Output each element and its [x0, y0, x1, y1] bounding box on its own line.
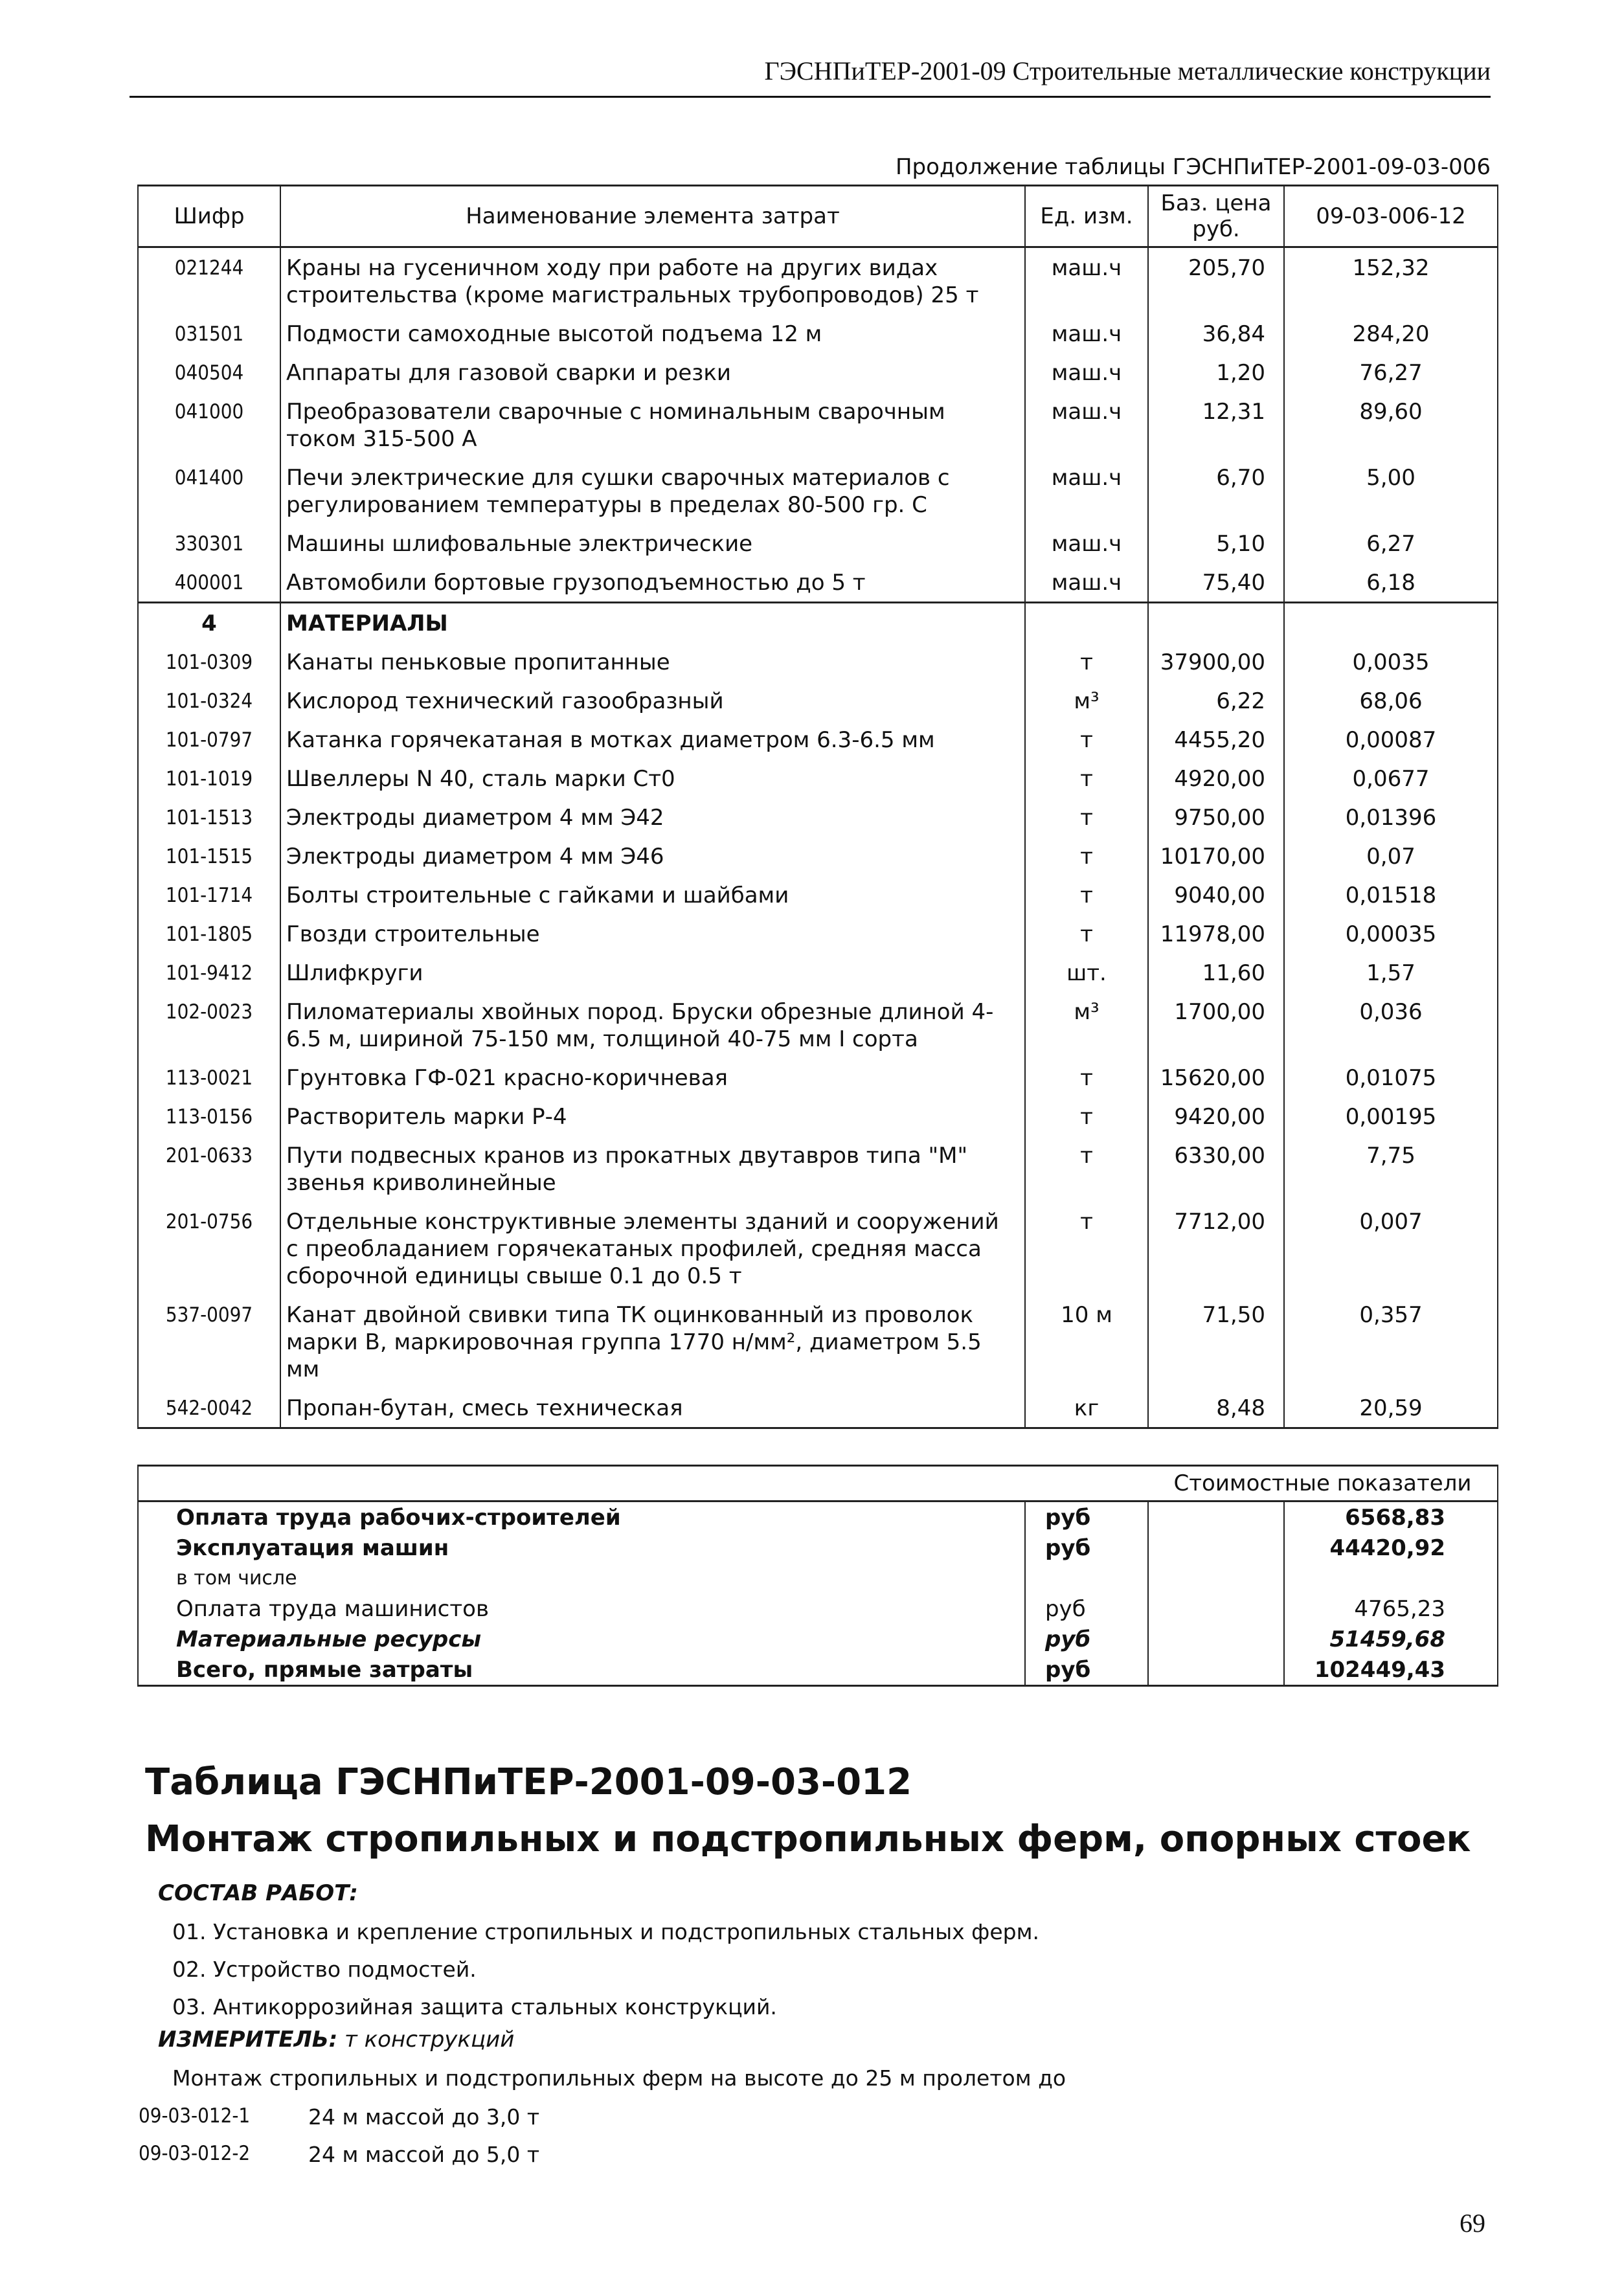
row-code: 201-0756 [138, 1202, 280, 1295]
row-price: 11978,00 [1148, 914, 1284, 953]
summary-label: Материальные ресурсы [138, 1624, 1025, 1654]
section-title: МАТЕРИАЛЫ [280, 603, 1025, 643]
row-norm: 5,00 [1284, 458, 1498, 524]
row-norm: 0,036 [1284, 992, 1498, 1058]
row-code: 113-0156 [138, 1097, 280, 1136]
work-item: 01. Установка и крепление стропильных и подстропильных стальных ферм. [172, 1919, 1040, 1944]
table-row [138, 992, 1498, 1058]
row-code: 040504 [138, 353, 280, 392]
row-norm: 0,07 [1284, 837, 1498, 875]
section-row [138, 603, 1498, 643]
row-code: 201-0633 [138, 1136, 280, 1202]
row-norm: 1,57 [1284, 953, 1498, 992]
row-name: Отдельные конструктивные элементы зданий и сооружений с преобладанием горячекатаных профилей, средняя масса сборочной единицы свыше 0.1 до 0.5 т [280, 1202, 1025, 1295]
row-norm: 0,00035 [1284, 914, 1498, 953]
table-row [138, 247, 1498, 315]
row-code: 101-1714 [138, 875, 280, 914]
summary-label: Оплата труда машинистов [138, 1593, 1025, 1624]
row-name: Печи электрические для сушки сварочных материалов с регулированием температуры в пределах 80-500 гр. С [280, 458, 1025, 524]
row-name: Пути подвесных кранов из прокатных двутавров типа "М" звенья криволинейные [280, 1136, 1025, 1202]
row-norm: 89,60 [1284, 392, 1498, 458]
row-unit: т [1025, 1058, 1148, 1097]
cost-summary-table [137, 1465, 1498, 1687]
work-item: 02. Устройство подмостей. [172, 1957, 477, 1982]
table-row [138, 953, 1498, 992]
row-code: 031501 [138, 314, 280, 353]
row-price: 9750,00 [1148, 798, 1284, 837]
summary-empty [1148, 1533, 1284, 1563]
row-price: 75,40 [1148, 563, 1284, 603]
row-name: Кислород технический газообразный [280, 681, 1025, 720]
summary-row [138, 1501, 1498, 1533]
row-code: 041400 [138, 458, 280, 524]
row-code: 041000 [138, 392, 280, 458]
row-code: 330301 [138, 524, 280, 563]
row-name: Гвозди строительные [280, 914, 1025, 953]
works-label: СОСТАВ РАБОТ: [158, 1880, 358, 1906]
row-name: Катанка горячекатаная в мотках диаметром 6.3-6.5 мм [280, 720, 1025, 759]
table-row [138, 837, 1498, 875]
mount-description: Монтаж стропильных и подстропильных ферм на высоте до 25 м пролетом до [172, 2065, 1066, 2091]
row-price: 6,22 [1148, 681, 1284, 720]
row-code: 102-0023 [138, 992, 280, 1058]
summary-value: 102449,43 [1284, 1654, 1498, 1686]
row-price: 6,70 [1148, 458, 1284, 524]
row-code: 542-0042 [138, 1388, 280, 1428]
page-number: 69 [1460, 2209, 1485, 2238]
row-name: Преобразователи сварочные с номинальным сварочным током 315-500 А [280, 392, 1025, 458]
summary-row [138, 1563, 1498, 1593]
row-name: Грунтовка ГФ-021 красно-коричневая [280, 1058, 1025, 1097]
summary-unit: руб [1025, 1654, 1148, 1686]
measure-label: ИЗМЕРИТЕЛЬ: [158, 2027, 338, 2052]
row-unit: м³ [1025, 681, 1148, 720]
row-unit: т [1025, 720, 1148, 759]
row-unit: т [1025, 798, 1148, 837]
col-header-name: Наименование элемента затрат [280, 186, 1025, 247]
measure-line [158, 2027, 514, 2052]
row-name: Автомобили бортовые грузоподъемностью до 5 т [280, 563, 1025, 603]
row-norm: 6,27 [1284, 524, 1498, 563]
row-code: 400001 [138, 563, 280, 603]
row-price: 1700,00 [1148, 992, 1284, 1058]
row-price: 9040,00 [1148, 875, 1284, 914]
row-unit: м³ [1025, 992, 1148, 1058]
summary-value: 6568,83 [1284, 1501, 1498, 1533]
row-price: 205,70 [1148, 247, 1284, 315]
table-row [138, 1295, 1498, 1388]
col-header-unit: Ед. изм. [1025, 186, 1148, 247]
table-row [138, 314, 1498, 353]
col-header-price: Баз. цена руб. [1148, 186, 1284, 247]
summary-unit: руб [1025, 1533, 1148, 1563]
row-norm: 68,06 [1284, 681, 1498, 720]
summary-unit [1025, 1563, 1148, 1593]
table-row [138, 875, 1498, 914]
row-unit: маш.ч [1025, 247, 1148, 315]
summary-caption: Стоимостные показатели [1148, 1466, 1498, 1501]
row-name: Шлифкруги [280, 953, 1025, 992]
summary-empty [1148, 1563, 1284, 1593]
summary-label: Эксплуатация машин [138, 1533, 1025, 1563]
row-norm: 0,01075 [1284, 1058, 1498, 1097]
summary-value: 4765,23 [1284, 1593, 1498, 1624]
row-norm: 0,01518 [1284, 875, 1498, 914]
row-norm: 284,20 [1284, 314, 1498, 353]
summary-empty [1148, 1501, 1284, 1533]
summary-unit: руб [1025, 1501, 1148, 1533]
summary-empty [1148, 1624, 1284, 1654]
table-row [138, 1202, 1498, 1295]
table-row [138, 914, 1498, 953]
row-name: Краны на гусеничном ходу при работе на других видах строительства (кроме магистральных трубопроводов) 25 т [280, 247, 1025, 315]
row-norm: 7,75 [1284, 1136, 1498, 1202]
table-row [138, 642, 1498, 681]
resource-table-body [138, 186, 1498, 1428]
section-empty [1284, 603, 1498, 643]
col-header-norm: 09-03-006-12 [1284, 186, 1498, 247]
row-name: Растворитель марки Р-4 [280, 1097, 1025, 1136]
table-row [138, 1388, 1498, 1428]
summary-unit: руб [1025, 1593, 1148, 1624]
row-price: 7712,00 [1148, 1202, 1284, 1295]
row-price: 15620,00 [1148, 1058, 1284, 1097]
row-norm: 0,007 [1284, 1202, 1498, 1295]
summary-value [1284, 1563, 1498, 1593]
page-header [130, 52, 1491, 98]
summary-value: 44420,92 [1284, 1533, 1498, 1563]
row-name: Пиломатериалы хвойных пород. Бруски обрезные длиной 4-6.5 м, шириной 75-150 мм, толщиной 40-75 мм I сорта [280, 992, 1025, 1058]
row-unit: т [1025, 875, 1148, 914]
row-name: Пропан-бутан, смесь техническая [280, 1388, 1025, 1428]
row-price: 5,10 [1148, 524, 1284, 563]
row-code: 101-0797 [138, 720, 280, 759]
table-row [138, 563, 1498, 603]
measure-value: т конструкций [344, 2027, 515, 2052]
row-code: 101-1515 [138, 837, 280, 875]
section-number: 4 [138, 603, 280, 643]
row-unit: маш.ч [1025, 353, 1148, 392]
row-code: 101-1805 [138, 914, 280, 953]
row-price: 71,50 [1148, 1295, 1284, 1388]
table-row [138, 759, 1498, 798]
summary-label: Всего, прямые затраты [138, 1654, 1025, 1686]
col-header-code: Шифр [138, 186, 280, 247]
section-title: Таблица ГЭСНПиТЕР-2001-09-03-012 [145, 1761, 912, 1803]
row-unit: кг [1025, 1388, 1148, 1428]
summary-value: 51459,68 [1284, 1624, 1498, 1654]
row-unit: маш.ч [1025, 392, 1148, 458]
summary-row [138, 1654, 1498, 1686]
variant-text: 24 м массой до 5,0 т [308, 2142, 540, 2167]
row-name: Канаты пеньковые пропитанные [280, 642, 1025, 681]
section-empty [1148, 603, 1284, 643]
table-continuation-caption: Продолжение таблицы ГЭСНПиТЕР-2001-09-03-006 [895, 154, 1491, 180]
table-row [138, 524, 1498, 563]
row-name: Электроды диаметром 4 мм Э46 [280, 837, 1025, 875]
row-name: Швеллеры N 40, сталь марки Ст0 [280, 759, 1025, 798]
row-unit: т [1025, 1097, 1148, 1136]
row-unit: маш.ч [1025, 314, 1148, 353]
summary-unit: руб [1025, 1624, 1148, 1654]
row-unit: т [1025, 642, 1148, 681]
row-norm: 20,59 [1284, 1388, 1498, 1428]
table-row [138, 1097, 1498, 1136]
table-row [138, 681, 1498, 720]
row-price: 1,20 [1148, 353, 1284, 392]
row-price: 8,48 [1148, 1388, 1284, 1428]
row-code: 537-0097 [138, 1295, 280, 1388]
row-unit: т [1025, 759, 1148, 798]
table-row [138, 1136, 1498, 1202]
row-unit: маш.ч [1025, 458, 1148, 524]
summary-row [138, 1593, 1498, 1624]
row-code: 101-0324 [138, 681, 280, 720]
table-row [138, 392, 1498, 458]
row-unit: т [1025, 837, 1148, 875]
row-name: Машины шлифовальные электрические [280, 524, 1025, 563]
section-empty [1025, 603, 1148, 643]
row-price: 4920,00 [1148, 759, 1284, 798]
summary-caption-row [138, 1466, 1498, 1501]
row-price: 37900,00 [1148, 642, 1284, 681]
row-code: 021244 [138, 247, 280, 315]
row-price: 6330,00 [1148, 1136, 1284, 1202]
row-unit: т [1025, 1136, 1148, 1202]
table-row [138, 458, 1498, 524]
row-price: 12,31 [1148, 392, 1284, 458]
variant-code: 09-03-012-2 [139, 2142, 251, 2165]
table-row [138, 353, 1498, 392]
row-name: Электроды диаметром 4 мм Э42 [280, 798, 1025, 837]
row-name: Болты строительные с гайками и шайбами [280, 875, 1025, 914]
row-unit: т [1025, 1202, 1148, 1295]
table-header-row [138, 186, 1498, 247]
row-norm: 152,32 [1284, 247, 1498, 315]
work-item: 03. Антикоррозийная защита стальных конструкций. [172, 1994, 777, 2019]
summary-empty [1148, 1654, 1284, 1686]
row-norm: 0,357 [1284, 1295, 1498, 1388]
variant-text: 24 м массой до 3,0 т [308, 2104, 540, 2130]
row-norm: 0,0035 [1284, 642, 1498, 681]
row-unit: шт. [1025, 953, 1148, 992]
row-price: 10170,00 [1148, 837, 1284, 875]
row-unit: маш.ч [1025, 563, 1148, 603]
row-name: Подмости самоходные высотой подъема 12 м [280, 314, 1025, 353]
row-unit: т [1025, 914, 1148, 953]
section-subtitle: Монтаж стропильных и подстропильных ферм, опорных стоек [145, 1818, 1471, 1860]
row-norm: 0,00087 [1284, 720, 1498, 759]
summary-row [138, 1533, 1498, 1563]
row-name: Аппараты для газовой сварки и резки [280, 353, 1025, 392]
resource-table [137, 185, 1498, 1429]
cost-summary-body [138, 1466, 1498, 1686]
summary-label: в том числе [138, 1563, 1025, 1593]
summary-row [138, 1624, 1498, 1654]
row-name: Канат двойной свивки типа ТК оцинкованный из проволок марки В, маркировочная группа 1770 н/мм², диаметром 5.5 мм [280, 1295, 1025, 1388]
row-norm: 0,01396 [1284, 798, 1498, 837]
summary-label: Оплата труда рабочих-строителей [138, 1501, 1025, 1533]
row-norm: 0,0677 [1284, 759, 1498, 798]
row-unit: маш.ч [1025, 524, 1148, 563]
row-code: 101-1513 [138, 798, 280, 837]
table-row [138, 798, 1498, 837]
row-unit: 10 м [1025, 1295, 1148, 1388]
table-row [138, 720, 1498, 759]
row-code: 101-0309 [138, 642, 280, 681]
row-price: 36,84 [1148, 314, 1284, 353]
row-code: 113-0021 [138, 1058, 280, 1097]
row-price: 9420,00 [1148, 1097, 1284, 1136]
row-norm: 76,27 [1284, 353, 1498, 392]
row-norm: 6,18 [1284, 563, 1498, 603]
row-code: 101-9412 [138, 953, 280, 992]
header-text: ГЭСНПиТЕР-2001-09 Строительные металлические конструкции [764, 56, 1491, 85]
row-price: 4455,20 [1148, 720, 1284, 759]
summary-empty [1148, 1593, 1284, 1624]
table-row [138, 1058, 1498, 1097]
variant-code: 09-03-012-1 [139, 2104, 251, 2128]
row-norm: 0,00195 [1284, 1097, 1498, 1136]
row-code: 101-1019 [138, 759, 280, 798]
row-price: 11,60 [1148, 953, 1284, 992]
